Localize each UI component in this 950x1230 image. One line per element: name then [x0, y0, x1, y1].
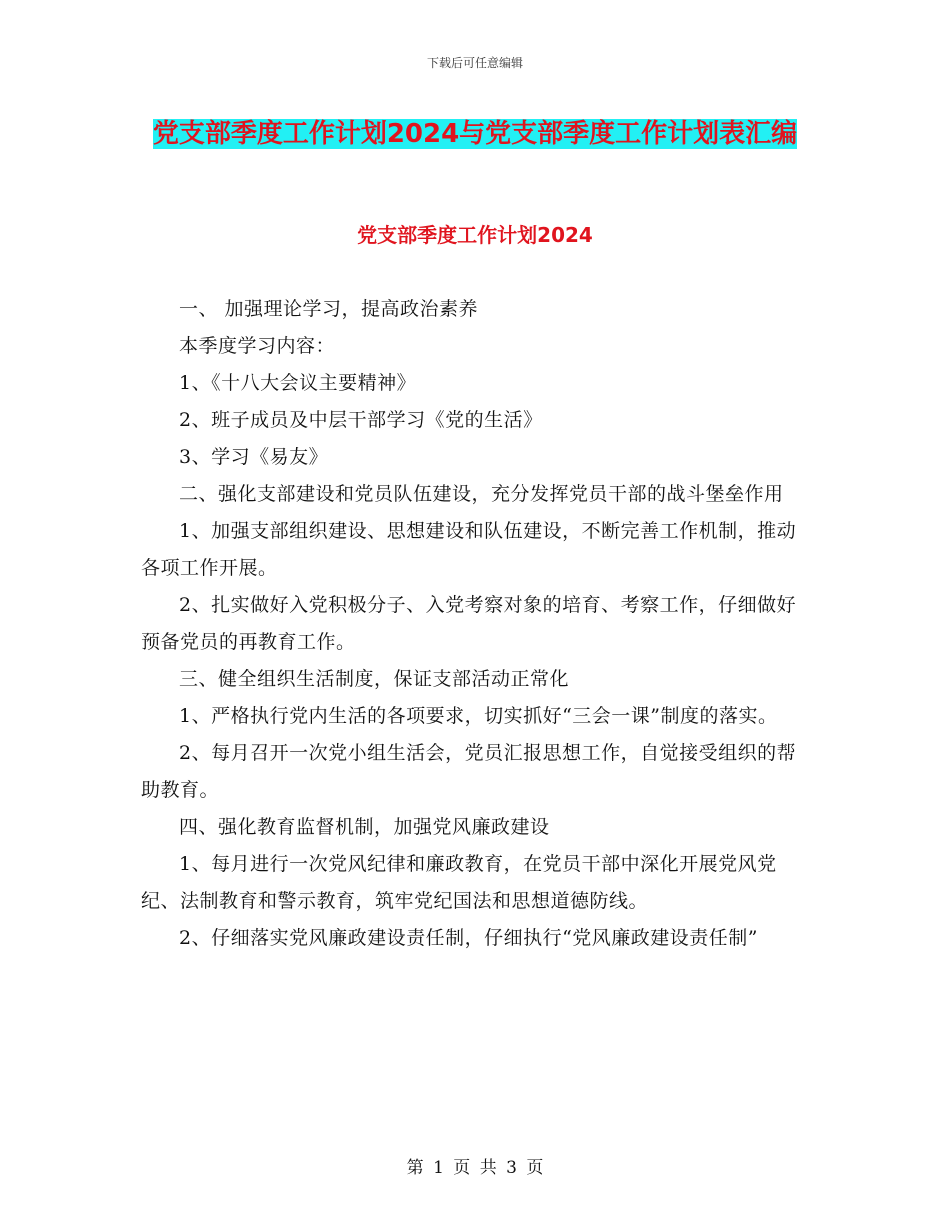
paragraph: 三、健全组织生活制度，保证支部活动正常化	[179, 668, 570, 690]
section-title: 党支部季度工作计划2024	[357, 223, 593, 247]
paragraph: 1、加强支部组织建设、思想建设和队伍建设，不断完善工作机制，推动各项工作开展。	[141, 520, 797, 579]
paragraph: 1、严格执行党内生活的各项要求，切实抓好“三会一课”制度的落实。	[179, 705, 778, 727]
paragraph: 四、强化教育监督机制，加强党风廉政建设	[179, 816, 550, 838]
document-title-text: 党支部季度工作计划2024与党支部季度工作计划表汇编	[152, 119, 798, 149]
document-body	[141, 291, 809, 957]
paragraph: 1、《十八大会议主要精神》	[179, 372, 417, 394]
page-footer: 第 1 页 共 3 页	[406, 1158, 544, 1178]
paragraph: 2、每月召开一次党小组生活会，党员汇报思想工作，自觉接受组织的帮助教育。	[141, 742, 797, 801]
paragraph: 2、仔细落实党风廉政建设责任制，仔细执行“党风廉政建设责任制”	[179, 927, 759, 949]
paragraph: 2、班子成员及中层干部学习《党的生活》	[179, 409, 543, 431]
paragraph: 本季度学习内容：	[179, 335, 336, 357]
paragraph: 3、学习《易友》	[179, 446, 329, 468]
paragraph: 1、每月进行一次党风纪律和廉政教育，在党员干部中深化开展党风党纪、法制教育和警示教育，筑牢党纪国法和思想道德防线。	[141, 853, 777, 912]
paragraph: 一、 加强理论学习，提高政治素养	[179, 298, 479, 320]
document-title	[140, 110, 810, 158]
paragraph: 二、强化支部建设和党员队伍建设，充分发挥党员干部的战斗堡垒作用	[179, 483, 784, 505]
paragraph: 2、扎实做好入党积极分子、入党考察对象的培育、考察工作，仔细做好预备党员的再教育工作。	[141, 594, 797, 653]
header-note: 下载后可任意编辑	[426, 56, 523, 70]
